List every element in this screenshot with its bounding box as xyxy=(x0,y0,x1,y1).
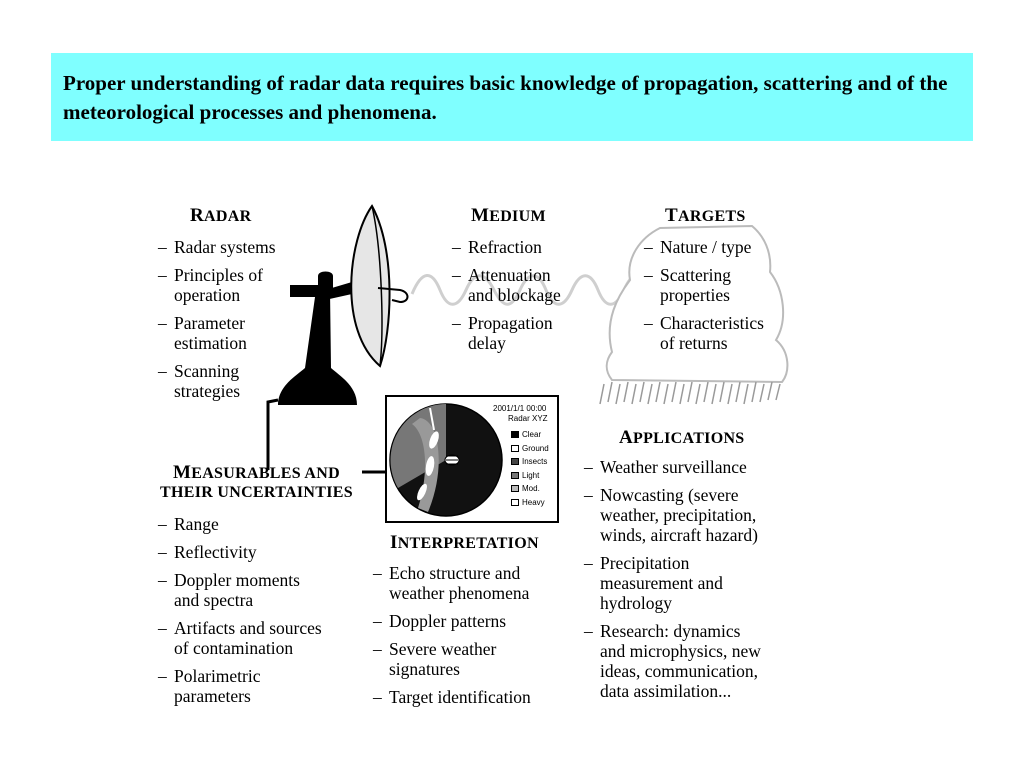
legend-label: Insects xyxy=(522,457,548,466)
display-station: Radar XYZ xyxy=(508,414,548,423)
rain-streaks xyxy=(600,382,780,404)
list-item: – Doppler patterns xyxy=(373,611,531,631)
targets-heading: TARGETS xyxy=(665,205,746,226)
interpretation-list xyxy=(373,563,531,715)
list-item: – Doppler moments and spectra xyxy=(158,570,322,610)
list-item: – Refraction xyxy=(452,237,561,257)
list-item: – Radar systems xyxy=(158,237,276,257)
list-item: – Weather surveillance xyxy=(584,457,761,477)
legend-swatch xyxy=(511,472,519,479)
legend-item xyxy=(511,430,541,440)
measurables-list xyxy=(158,514,322,714)
legend-label: Mod. xyxy=(522,484,540,493)
legend-swatch xyxy=(511,499,519,506)
list-item: – Research: dynamics and microphysics, new ideas, communication, data assimilation... xyxy=(584,621,761,701)
display-date: 2001/1/1 00:00 xyxy=(493,404,547,413)
list-item: – Attenuation and blockage xyxy=(452,265,561,305)
legend-swatch xyxy=(511,485,519,492)
list-item: – Target identification xyxy=(373,687,531,707)
radar-heading: RADAR xyxy=(190,205,252,226)
list-item: – Severe weather signatures xyxy=(373,639,531,679)
list-item: – Nowcasting (severe weather, precipitation, winds, aircraft hazard) xyxy=(584,485,761,545)
legend-item xyxy=(511,471,539,481)
legend-label: Heavy xyxy=(522,497,545,507)
medium-list xyxy=(452,237,561,361)
radar-list xyxy=(158,237,276,409)
legend-label: Clear xyxy=(522,430,542,439)
list-item: – Precipitation measurement and hydrology xyxy=(584,553,761,613)
list-item: – Characteristics of returns xyxy=(644,313,764,353)
list-item: – Scattering properties xyxy=(644,265,764,305)
interpretation-heading: INTERPRETATION xyxy=(390,532,539,553)
list-item: – Artifacts and sources of contamination xyxy=(158,618,322,658)
list-item: – Range xyxy=(158,514,322,534)
applications-heading: APPLICATIONS xyxy=(619,427,745,448)
legend-swatch xyxy=(511,431,519,438)
list-item: – Echo structure and weather phenomena xyxy=(373,563,531,603)
list-item: – Polarimetric parameters xyxy=(158,666,322,706)
legend-swatch xyxy=(511,445,519,452)
legend-item xyxy=(511,444,549,454)
legend-item xyxy=(511,484,540,494)
list-item: – Reflectivity xyxy=(158,542,322,562)
applications-list xyxy=(584,457,761,709)
legend-item xyxy=(511,457,547,467)
list-item: – Principles of operation xyxy=(158,265,276,305)
legend-swatch xyxy=(511,458,519,465)
intro-text: Proper understanding of radar data requires basic knowledge of propagation, scattering and of the meteorological processes and phenomena. xyxy=(63,71,948,124)
list-item: – Scanning strategies xyxy=(158,361,276,401)
list-item: – Propagation delay xyxy=(452,313,561,353)
medium-heading: MEDIUM xyxy=(471,205,546,226)
legend-label: Ground xyxy=(522,443,549,453)
list-item: – Parameter estimation xyxy=(158,313,276,353)
legend-label: Light xyxy=(522,470,540,480)
targets-list xyxy=(644,237,764,361)
list-item: – Nature / type xyxy=(644,237,764,257)
measurables-heading-line1: MEASURABLES AND xyxy=(173,462,340,483)
measurables-heading-line2: THEIR UNCERTAINTIES xyxy=(160,484,353,501)
legend-item xyxy=(511,498,545,508)
